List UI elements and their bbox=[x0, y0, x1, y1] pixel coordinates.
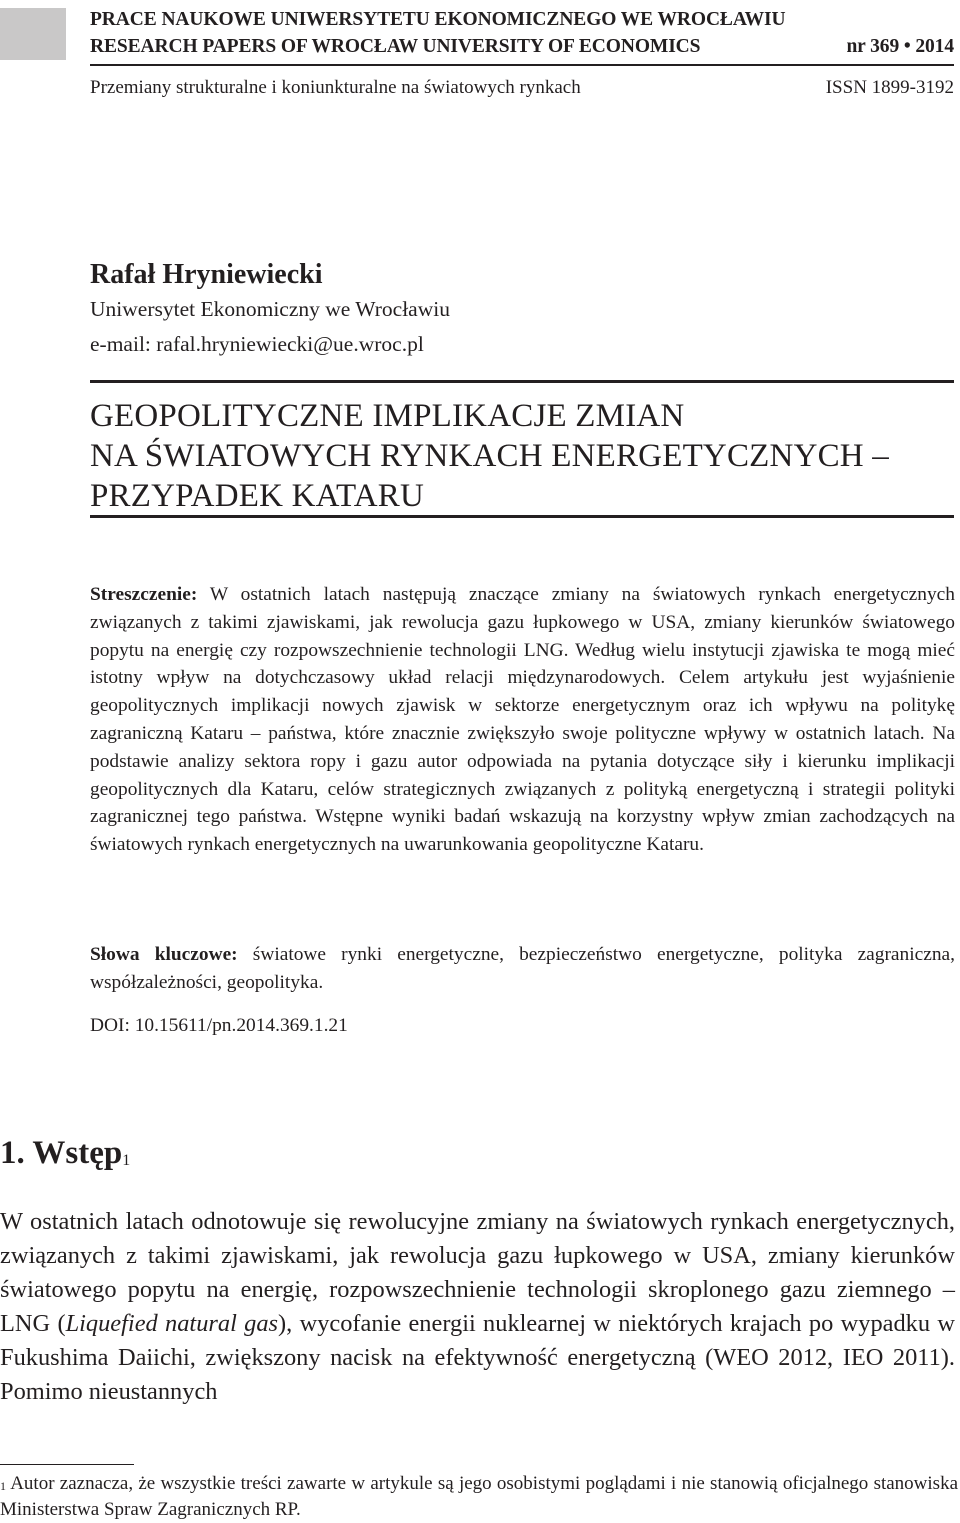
author-affiliation: Uniwersytet Ekonomiczny we Wrocławiu bbox=[90, 297, 450, 321]
keywords bbox=[90, 941, 955, 997]
footnote bbox=[0, 1471, 958, 1523]
header-logo-box bbox=[0, 8, 66, 60]
abstract bbox=[90, 581, 955, 859]
journal-title-english: RESEARCH PAPERS OF WROCŁAW UNIVERSITY OF ECONOMICS nr 369 • 2014 bbox=[90, 36, 954, 57]
footnote-mark: 1 bbox=[0, 1479, 6, 1493]
title-rule-top bbox=[90, 380, 954, 383]
keywords-label: Słowa kluczowe: bbox=[90, 944, 238, 965]
article-title bbox=[90, 396, 960, 516]
body-paragraph bbox=[0, 1205, 955, 1409]
body-text-italic: Liquefied natural gas bbox=[65, 1310, 279, 1337]
abstract-text: W ostatnich latach następują znaczące zmiany na światowych rynkach energetycznych związanych z takimi zjawiskami, jak rewolucja gazu łupkowego w USA, zmiany kierunków światowego popytu na energię czy rozpowszechnienie technologii LNG. Według wielu instytucji zjawiska te mogą mieć istotny wpływ na dotychczasowy układ relacji międzynarodowych. Celem artykułu jest wyjaśnienie geopolitycznych implikacji nowych zjawisk w sektorze energetycznym oraz ich wpływu na politykę zagraniczną Kataru – państwa, które znacznie zwiększyło swoje polityczne wpływy w ostatnich latach. Na podstawie analizy sektora ropy i gazu autor odpowiada na pytania dotyczące siły i kierunku implikacji geopolitycznych dla Kataru, celów strategicznych związanych z polityką energetyczną i strategii polityki zagranicznej tego państwa. Wstępne wyniki badań wskazują na korzystny wpływ zmian zachodzących na światowych rynkach energetycznych na uwarunkowania geopolityczne Kataru. bbox=[90, 584, 955, 856]
title-line-3: PRZYPADEK KATARU bbox=[90, 478, 424, 514]
section-footnote-mark: 1 bbox=[122, 1152, 131, 1169]
title-rule-bottom bbox=[90, 515, 954, 518]
keywords-text: światowe rynki energetyczne, bezpieczeństwo energetyczne, polityka zagraniczna, współzależności, geopolityka. bbox=[90, 944, 955, 993]
series-line bbox=[90, 76, 954, 100]
issn: ISSN 1899-3192 bbox=[825, 77, 954, 98]
journal-title-polish: PRACE NAUKOWE UNIWERSYTETU EKONOMICZNEGO WE WROCŁAWIU bbox=[90, 9, 786, 30]
author-name: Rafał Hryniewiecki bbox=[90, 259, 323, 290]
author-email: e-mail: rafal.hryniewiecki@ue.wroc.pl bbox=[90, 332, 424, 356]
section-title: 1. Wstęp bbox=[0, 1135, 123, 1171]
doi: DOI: 10.15611/pn.2014.369.1.21 bbox=[90, 1015, 348, 1036]
abstract-label: Streszczenie: bbox=[90, 584, 198, 605]
footnote-rule bbox=[0, 1464, 134, 1465]
header-rule bbox=[90, 64, 954, 66]
footnote-text: Autor zaznacza, że wszystkie treści zawarte w artykule są jego osobistymi poglądami i nie stanowią oficjalnego stanowiska Ministerstwa Spraw Zagranicznych RP. bbox=[0, 1473, 958, 1520]
section-heading bbox=[0, 1133, 130, 1173]
issue-number: nr 369 • 2014 bbox=[846, 36, 954, 57]
title-line-2: NA ŚWIATOWYCH RYNKACH ENERGETYCZNYCH – bbox=[90, 438, 889, 474]
body-text-part-2: ), wycofanie energii nuklearnej w niektórych krajach po wypadku w Fukushima Daiichi, zwiększony nacisk na efektywność energetyczną (WEO 2012, IEO 2011). Pomimo nieustannych bbox=[0, 1310, 955, 1405]
title-line-1: GEOPOLITYCZNE IMPLIKACJE ZMIAN bbox=[90, 398, 685, 434]
series-title: Przemiany strukturalne i koniunkturalne na światowych rynkach bbox=[90, 77, 581, 98]
body-text-part-1: W ostatnich latach odnotowuje się rewolucyjne zmiany na światowych rynkach energetycznych, związanych z takimi zjawiskami, jak rewolucja gazu łupkowego w USA, zmiany kierunków światowego popytu na energię, rozpowszechnienie technologii skroplonego gazu ziemnego – LNG ( bbox=[0, 1208, 955, 1337]
